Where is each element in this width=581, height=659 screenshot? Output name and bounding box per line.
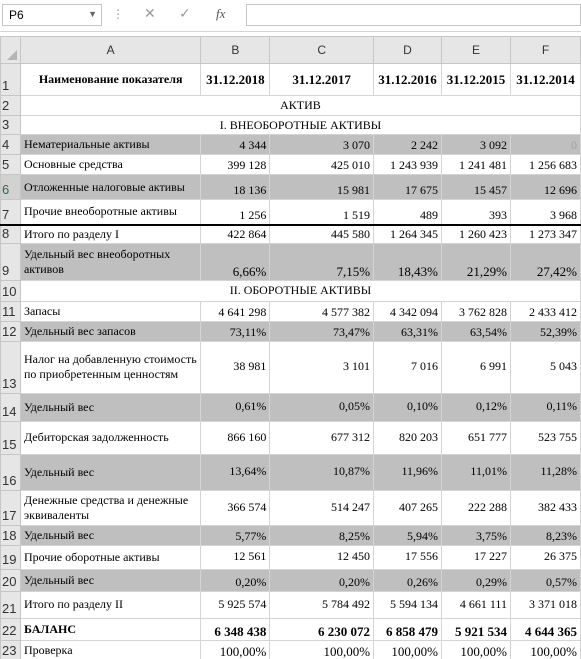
row-label-cell[interactable]: Прочие оборотные активы (20, 545, 200, 569)
value-cell[interactable]: 100,00% (374, 640, 442, 659)
value-cell[interactable]: 2 242 (374, 135, 442, 155)
table-row (1, 135, 581, 155)
value-cell[interactable]: 0,20% (201, 569, 270, 591)
value-cell[interactable]: 27,42% (510, 243, 580, 280)
value-cell[interactable]: 7,15% (270, 243, 374, 280)
formula-bar (0, 0, 581, 32)
row-header[interactable]: 21 (1, 591, 21, 618)
row-label-cell[interactable]: Удельный вес внеоборотных активов (20, 243, 200, 280)
value-cell[interactable]: 38 981 (201, 341, 270, 393)
section-title-cell[interactable]: I. ВНЕОБОРОТНЫЕ АКТИВЫ (20, 116, 580, 135)
table-row (1, 618, 581, 640)
value-cell[interactable]: 5,94% (374, 525, 442, 545)
value-cell[interactable]: 4 344 (201, 135, 270, 155)
table-row (1, 454, 581, 490)
value-cell[interactable]: 0,29% (442, 569, 511, 591)
row-header[interactable]: 20 (1, 569, 21, 591)
row-label-cell[interactable]: Удельный вес запасов (20, 321, 200, 341)
value-cell[interactable]: 3 762 828 (442, 301, 511, 321)
value-cell[interactable]: 52,39% (510, 321, 580, 341)
value-cell[interactable]: 407 265 (374, 490, 442, 525)
value-cell[interactable]: 12 450 (270, 545, 374, 569)
value-cell[interactable]: 4 644 365 (510, 618, 580, 640)
name-box-value: P6 (9, 8, 24, 22)
value-cell[interactable]: 15 981 (270, 175, 374, 200)
value-cell[interactable]: 1 256 683 (510, 155, 580, 175)
row-label-cell[interactable]: Запасы (20, 301, 200, 321)
column-header-e[interactable]: E (442, 37, 511, 64)
value-cell[interactable]: 15 457 (442, 175, 511, 200)
table-row (1, 200, 581, 225)
value-cell[interactable]: 489 (374, 200, 442, 225)
value-cell[interactable]: 5 784 492 (270, 591, 374, 618)
value-cell[interactable]: 5 921 534 (442, 618, 511, 640)
value-cell[interactable]: 651 777 (442, 421, 511, 454)
value-cell[interactable]: 5 043 (510, 341, 580, 393)
value-cell[interactable]: 17 556 (374, 545, 442, 569)
table-row (1, 96, 581, 116)
column-header-row (1, 37, 581, 64)
header-label-cell[interactable]: Наименование показателя (20, 64, 200, 96)
value-cell[interactable]: 3 101 (270, 341, 374, 393)
value-cell[interactable]: 11,01% (442, 454, 511, 490)
row-header-selected[interactable]: 6 (1, 175, 21, 200)
value-cell[interactable]: 17 227 (442, 545, 511, 569)
row-header[interactable]: 10 (1, 280, 21, 301)
table-row (1, 243, 581, 280)
value-cell[interactable]: 6,66% (201, 243, 270, 280)
value-cell[interactable]: 12 561 (201, 545, 270, 569)
row-label-cell[interactable]: Прочие внеоборотные активы (20, 200, 200, 225)
row-header[interactable]: 1 (1, 64, 21, 96)
value-cell[interactable]: 4 577 382 (270, 301, 374, 321)
table-row (1, 225, 581, 244)
row-header[interactable]: 2 (1, 96, 21, 116)
value-cell[interactable]: 8,23% (510, 525, 580, 545)
column-header-a[interactable]: A (20, 37, 200, 64)
row-label-cell[interactable]: Итого по разделу I (20, 225, 200, 244)
value-cell[interactable]: 382 433 (510, 490, 580, 525)
row-header[interactable]: 17 (1, 490, 21, 525)
value-cell[interactable]: 100,00% (510, 640, 580, 659)
value-cell[interactable]: 4 641 298 (201, 301, 270, 321)
value-cell[interactable]: 3 371 018 (510, 591, 580, 618)
value-cell[interactable]: 425 010 (270, 155, 374, 175)
table-row (1, 545, 581, 569)
value-cell[interactable]: 13,64% (201, 454, 270, 490)
value-cell[interactable]: 523 755 (510, 421, 580, 454)
table-row (1, 490, 581, 525)
value-cell[interactable]: 1 519 (270, 200, 374, 225)
row-label-cell[interactable]: Удельный вес (20, 393, 200, 421)
value-cell[interactable]: 0,57% (510, 569, 580, 591)
value-cell[interactable]: 3 092 (442, 135, 511, 155)
header-date-cell[interactable]: 31.12.2015 (442, 64, 511, 96)
value-cell[interactable]: 866 160 (201, 421, 270, 454)
value-cell[interactable]: 5 594 134 (374, 591, 442, 618)
table-row (1, 341, 581, 393)
table-row (1, 393, 581, 421)
table-row (1, 591, 581, 618)
value-cell[interactable]: 820 203 (374, 421, 442, 454)
row-label-cell[interactable]: Проверка (20, 640, 200, 659)
value-cell[interactable]: 0,10% (374, 393, 442, 421)
value-cell[interactable]: 6 348 438 (201, 618, 270, 640)
value-cell[interactable]: 0,05% (270, 393, 374, 421)
value-cell[interactable]: 8,25% (270, 525, 374, 545)
row-label-cell[interactable]: Денежные средства и денежные эквиваленты (20, 490, 200, 525)
value-cell[interactable]: 100,00% (442, 640, 511, 659)
column-header-d[interactable]: D (374, 37, 442, 64)
table-row (1, 569, 581, 591)
value-cell[interactable]: 514 247 (270, 490, 374, 525)
table-row (1, 64, 581, 96)
value-cell[interactable]: 100,00% (270, 640, 374, 659)
value-cell[interactable]: 3,75% (442, 525, 511, 545)
table-row (1, 640, 581, 659)
function-icon[interactable]: fx (216, 6, 226, 21)
value-cell[interactable]: 4 661 111 (442, 591, 511, 618)
value-cell[interactable]: 0 (510, 135, 580, 155)
value-cell[interactable]: 11,28% (510, 454, 580, 490)
table-row (1, 321, 581, 341)
header-date-cell[interactable]: 31.12.2014 (510, 64, 580, 96)
row-label-cell[interactable]: Нематериальные активы (20, 135, 200, 155)
sheet-table (0, 36, 581, 659)
spreadsheet-grid (0, 36, 581, 659)
row-header[interactable]: 18 (1, 525, 21, 545)
row-label-cell[interactable]: Отложенные налоговые активы (20, 175, 200, 200)
header-date-cell[interactable]: 31.12.2016 (374, 64, 442, 96)
value-cell[interactable]: 26 375 (510, 545, 580, 569)
row-header[interactable]: 4 (1, 135, 21, 155)
row-label-cell[interactable]: Удельный вес (20, 569, 200, 591)
value-cell[interactable]: 18 136 (201, 175, 270, 200)
header-date-cell[interactable]: 31.12.2017 (270, 64, 374, 96)
table-row (1, 155, 581, 175)
value-cell[interactable]: 4 342 094 (374, 301, 442, 321)
value-cell[interactable]: 422 864 (201, 225, 270, 244)
value-cell[interactable]: 3 070 (270, 135, 374, 155)
value-cell[interactable]: 1 243 939 (374, 155, 442, 175)
row-label-cell[interactable]: Удельный вес (20, 454, 200, 490)
table-row (1, 525, 581, 545)
row-header[interactable]: 14 (1, 393, 21, 421)
value-cell[interactable]: 2 433 412 (510, 301, 580, 321)
table-row (1, 421, 581, 454)
row-label-cell[interactable]: Дебиторская задолженность (20, 421, 200, 454)
value-cell[interactable]: 0,26% (374, 569, 442, 591)
row-header[interactable]: 13 (1, 341, 21, 393)
row-header[interactable]: 15 (1, 421, 21, 454)
value-cell[interactable]: 1 273 347 (510, 225, 580, 244)
row-label-cell[interactable]: Удельный вес (20, 525, 200, 545)
table-row (1, 280, 581, 301)
value-cell[interactable]: 73,47% (270, 321, 374, 341)
enter-icon[interactable]: ✓ (179, 6, 191, 22)
row-header[interactable]: 16 (1, 454, 21, 490)
value-cell[interactable]: 63,54% (442, 321, 511, 341)
column-header-c[interactable]: C (270, 37, 374, 64)
row-header[interactable]: 8 (1, 225, 21, 244)
value-cell[interactable]: 1 256 (201, 200, 270, 225)
value-cell[interactable]: 6 991 (442, 341, 511, 393)
value-cell[interactable]: 63,31% (374, 321, 442, 341)
row-header[interactable]: 12 (1, 321, 21, 341)
value-cell[interactable]: 366 574 (201, 490, 270, 525)
value-cell[interactable]: 445 580 (270, 225, 374, 244)
column-header-f[interactable]: F (510, 37, 580, 64)
value-cell[interactable]: 7 016 (374, 341, 442, 393)
value-cell[interactable]: 0,11% (510, 393, 580, 421)
value-cell[interactable]: 5,77% (201, 525, 270, 545)
row-header[interactable]: 22 (1, 618, 21, 640)
value-cell[interactable]: 0,61% (201, 393, 270, 421)
value-cell[interactable]: 12 696 (510, 175, 580, 200)
value-cell[interactable]: 1 264 345 (374, 225, 442, 244)
value-cell[interactable]: 6 230 072 (270, 618, 374, 640)
select-all-corner[interactable] (1, 37, 21, 64)
column-header-b[interactable]: B (201, 37, 270, 64)
table-row (1, 116, 581, 135)
value-cell[interactable]: 21,29% (442, 243, 511, 280)
row-label-cell[interactable]: Основные средства (20, 155, 200, 175)
row-label-cell[interactable]: Итого по разделу II (20, 591, 200, 618)
value-cell[interactable]: 0,12% (442, 393, 511, 421)
row-label-cell[interactable]: Налог на добавленную стоимость по приобретенным ценностям (20, 341, 200, 393)
value-cell[interactable]: 5 925 574 (201, 591, 270, 618)
name-box[interactable] (2, 4, 102, 26)
value-cell[interactable]: 17 675 (374, 175, 442, 200)
value-cell[interactable]: 11,96% (374, 454, 442, 490)
row-header[interactable]: 5 (1, 155, 21, 175)
chevron-down-icon[interactable]: ▼ (88, 9, 97, 19)
value-cell[interactable]: 677 312 (270, 421, 374, 454)
cancel-icon[interactable]: ✕ (144, 6, 156, 22)
row-header[interactable]: 9 (1, 243, 21, 280)
value-cell[interactable]: 10,87% (270, 454, 374, 490)
table-row (1, 301, 581, 321)
row-header[interactable]: 23 (1, 640, 21, 659)
section-title-cell[interactable]: II. ОБОРОТНЫЕ АКТИВЫ (20, 280, 580, 301)
row-header[interactable]: 19 (1, 545, 21, 569)
row-header[interactable]: 11 (1, 301, 21, 321)
table-row (1, 175, 581, 200)
header-date-cell[interactable]: 31.12.2018 (201, 64, 270, 96)
section-title-cell[interactable]: АКТИВ (20, 96, 580, 116)
value-cell[interactable]: 3 968 (510, 200, 580, 225)
value-cell[interactable]: 1 241 481 (442, 155, 511, 175)
value-cell[interactable]: 18,43% (374, 243, 442, 280)
value-cell[interactable]: 73,11% (201, 321, 270, 341)
row-header[interactable]: 7 (1, 200, 21, 225)
value-cell[interactable]: 6 858 479 (374, 618, 442, 640)
formula-input[interactable] (246, 4, 581, 26)
value-cell[interactable]: 393 (442, 200, 511, 225)
value-cell[interactable]: 0,20% (270, 569, 374, 591)
value-cell[interactable]: 100,00% (201, 640, 270, 659)
row-header[interactable]: 3 (1, 116, 21, 135)
value-cell[interactable]: 1 260 423 (442, 225, 511, 244)
more-options-icon[interactable]: ⋮ (112, 7, 124, 21)
value-cell[interactable]: 399 128 (201, 155, 270, 175)
row-label-cell[interactable]: БАЛАНС (20, 618, 200, 640)
value-cell[interactable]: 222 288 (442, 490, 511, 525)
